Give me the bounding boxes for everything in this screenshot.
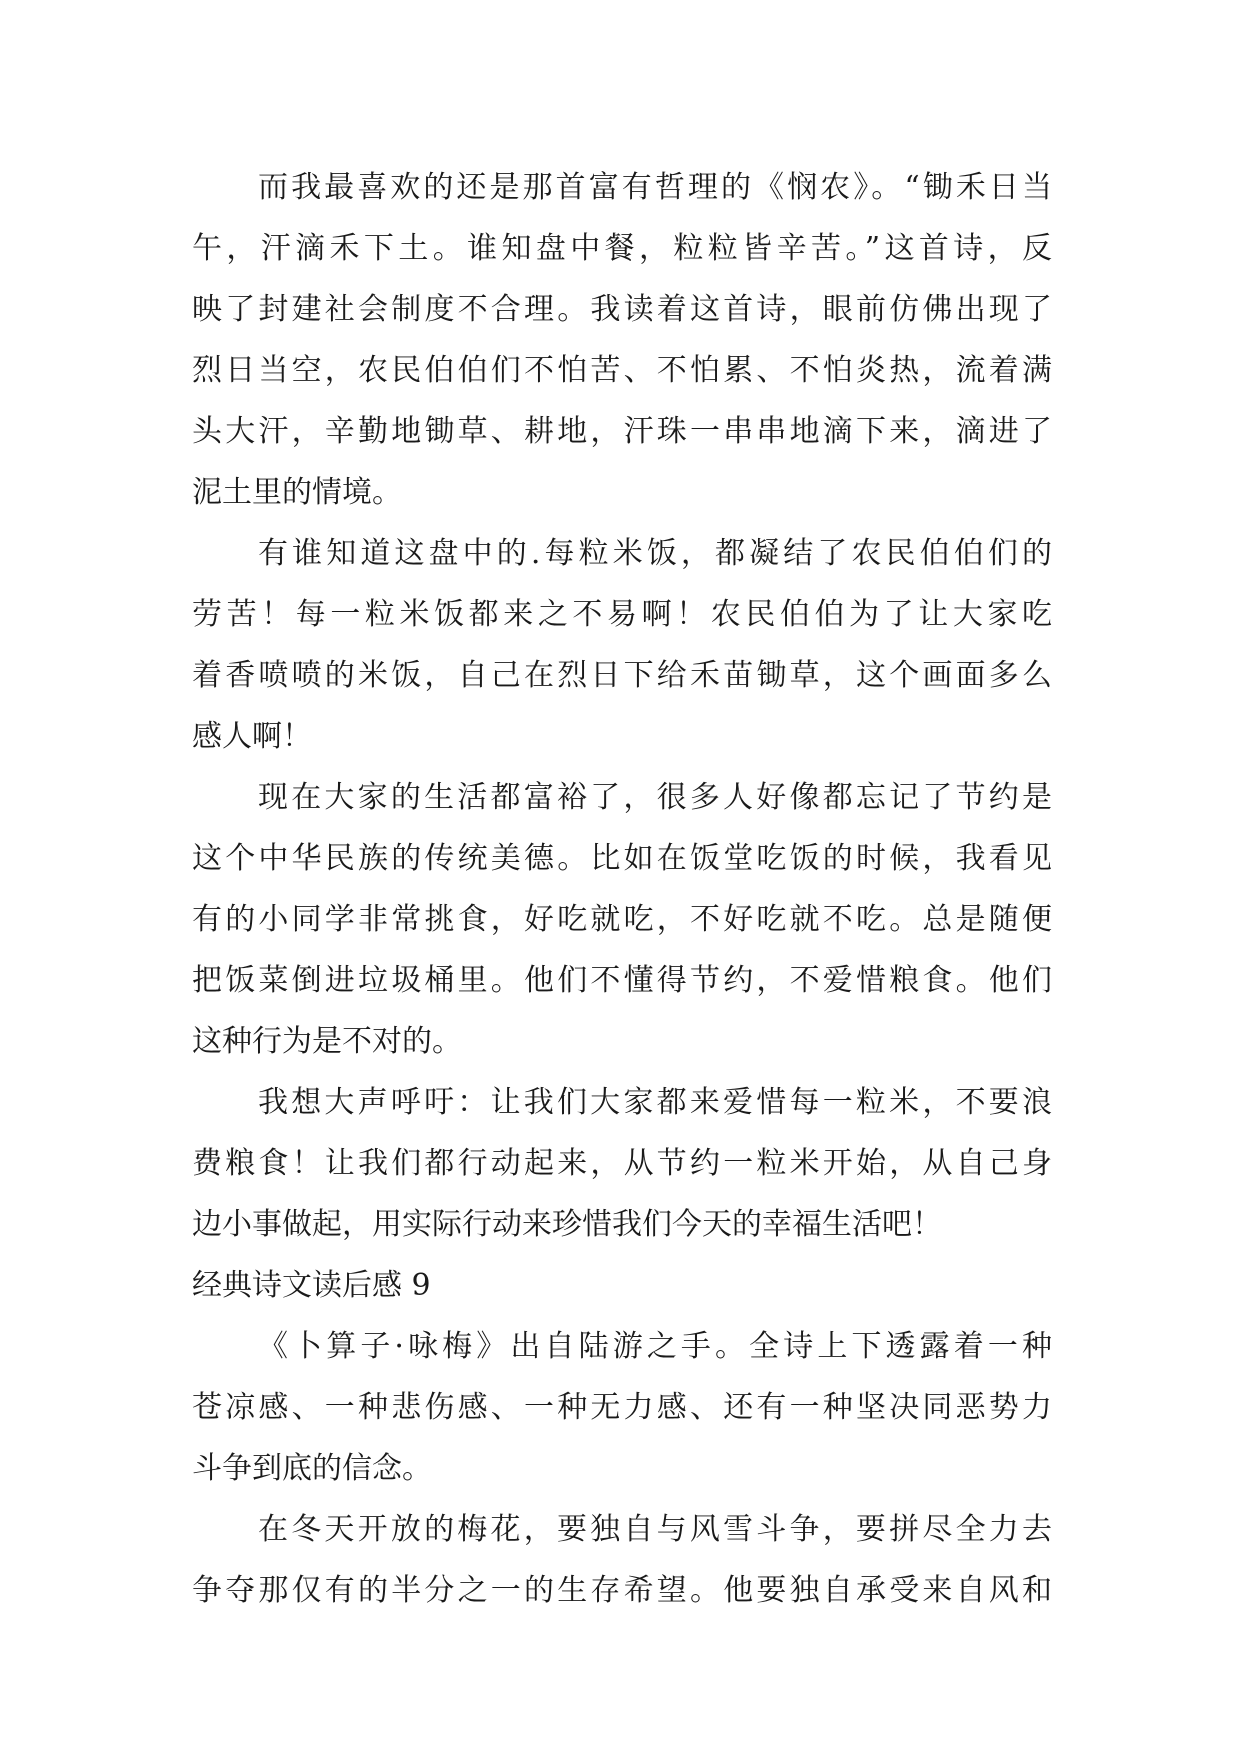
text-line: 在冬天开放的梅花，要独自与风雪斗争，要拼尽全力去 <box>258 1512 1052 1547</box>
text-line: 苍凉感、一种悲伤感、一种无力感、还有一种坚决同恶势力 <box>192 1390 1052 1425</box>
text-line: 午，汗滴禾下土。谁知盘中餐，粒粒皆辛苦。”这首诗，反 <box>192 231 1052 266</box>
text-line: 劳苦！每一粒米饭都来之不易啊！农民伯伯为了让大家吃 <box>192 597 1052 632</box>
paragraph <box>192 157 1052 523</box>
document-body <box>192 157 1052 1621</box>
text-line: 这种行为是不对的。 <box>192 1024 462 1059</box>
section-heading: 经典诗文读后感 9 <box>192 1268 431 1303</box>
text-line: 边小事做起，用实际行动来珍惜我们今天的幸福生活吧！ <box>192 1207 942 1242</box>
paragraph <box>192 1316 1052 1499</box>
text-line: 着香喷喷的米饭，自己在烈日下给禾苗锄草，这个画面多么 <box>192 658 1052 693</box>
text-line: 斗争到底的信念。 <box>192 1451 432 1486</box>
text-line: 《卜算子·咏梅》出自陆游之手。全诗上下透露着一种 <box>258 1329 1052 1364</box>
text-line: 烈日当空，农民伯伯们不怕苦、不怕累、不怕炎热，流着满 <box>192 353 1052 388</box>
text-line: 现在大家的生活都富裕了，很多人好像都忘记了节约是 <box>258 780 1052 815</box>
text-line: 争夺那仅有的半分之一的生存希望。他要独自承受来自风和 <box>192 1573 1052 1608</box>
text-line: 费粮食！让我们都行动起来，从节约一粒米开始，从自己身 <box>192 1146 1052 1181</box>
paragraph <box>192 523 1052 767</box>
text-line: 头大汗，辛勤地锄草、耕地，汗珠一串串地滴下来，滴进了 <box>192 414 1052 449</box>
paragraph <box>192 1499 1052 1621</box>
text-line: 把饭菜倒进垃圾桶里。他们不懂得节约，不爱惜粮食。他们 <box>192 963 1052 998</box>
text-line: 这个中华民族的传统美德。比如在饭堂吃饭的时候，我看见 <box>192 841 1052 876</box>
text-line: 泥土里的情境。 <box>192 475 402 510</box>
text-line: 有的小同学非常挑食，好吃就吃，不好吃就不吃。总是随便 <box>192 902 1052 937</box>
text-line: 有谁知道这盘中的.每粒米饭，都凝结了农民伯伯们的 <box>258 536 1052 571</box>
paragraph <box>192 767 1052 1072</box>
text-line: 我想大声呼吁：让我们大家都来爱惜每一粒米，不要浪 <box>258 1085 1052 1120</box>
text-line: 映了封建社会制度不合理。我读着这首诗，眼前仿佛出现了 <box>192 292 1052 327</box>
text-line: 而我最喜欢的还是那首富有哲理的《悯农》。“锄禾日当 <box>258 170 1052 205</box>
text-line: 感人啊！ <box>192 719 312 754</box>
paragraph <box>192 1072 1052 1255</box>
